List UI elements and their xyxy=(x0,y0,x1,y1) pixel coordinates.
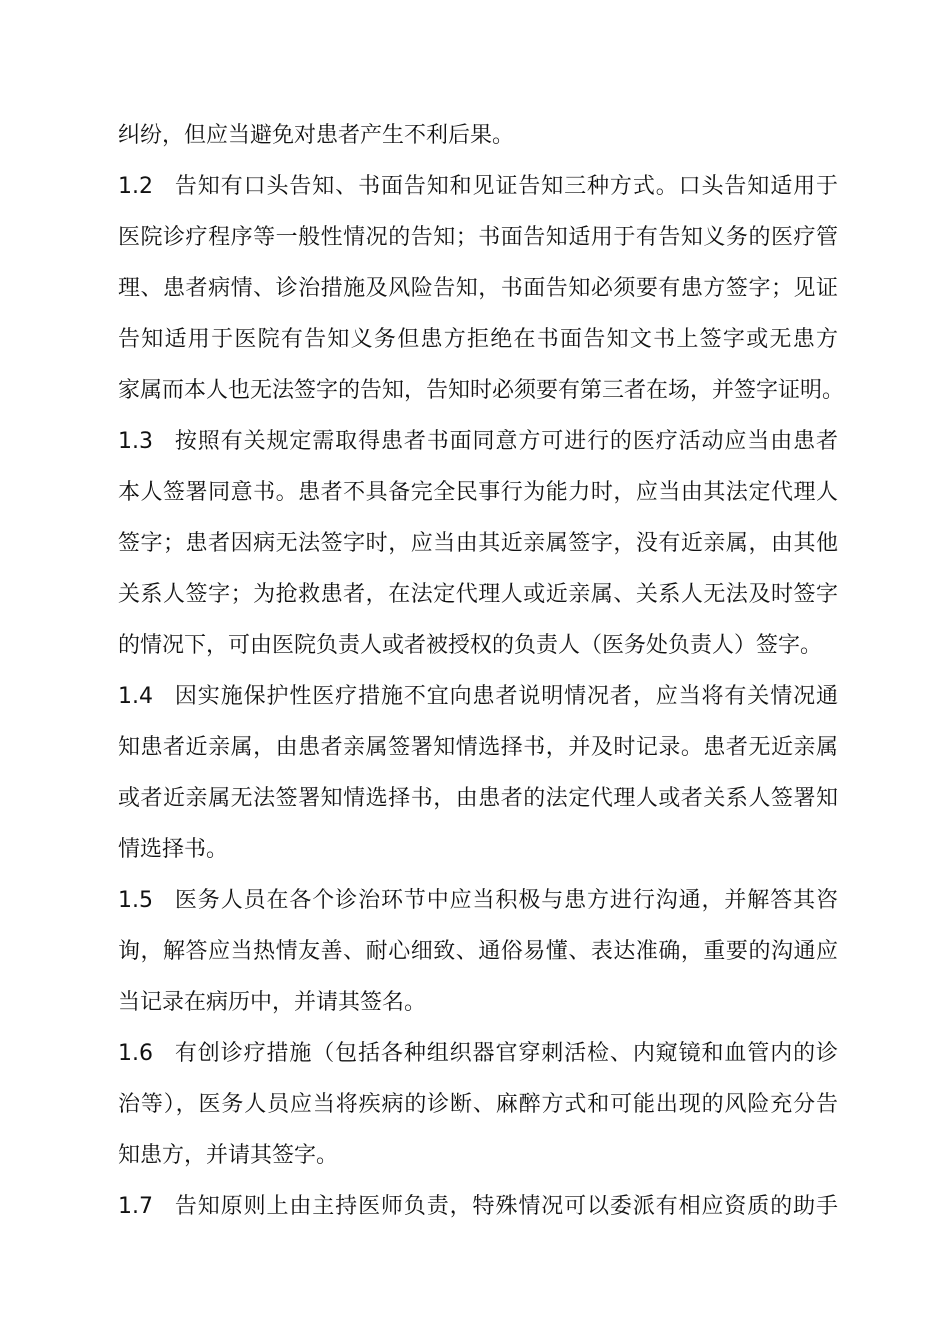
line-text: 理、患者病情、诊治措施及风险告知，书面告知必须要有患方签字；见证 xyxy=(118,276,838,301)
clause-number: 1.5 xyxy=(118,888,153,913)
text-line xyxy=(118,934,838,970)
text-line xyxy=(118,985,838,1021)
text-line xyxy=(118,271,838,307)
text-line xyxy=(118,424,838,460)
clause-number: 1.3 xyxy=(118,429,153,454)
text-line xyxy=(118,1138,838,1174)
line-text: 情选择书。 xyxy=(118,837,229,862)
line-text: 本人签署同意书。患者不具备完全民事行为能力时，应当由其法定代理人 xyxy=(118,480,838,505)
text-line xyxy=(118,628,838,664)
line-text: 知患方，并请其签字。 xyxy=(118,1143,339,1168)
line-text: 按照有关规定需取得患者书面同意方可进行的医疗活动应当由患者 xyxy=(174,429,838,454)
text-line xyxy=(118,526,838,562)
line-text: 因实施保护性医疗措施不宜向患者说明情况者，应当将有关情况通 xyxy=(174,684,838,709)
line-text: 签字；患者因病无法签字时，应当由其近亲属签字，没有近亲属，由其他 xyxy=(118,531,838,556)
line-text: 或者近亲属无法签署知情选择书，由患者的法定代理人或者关系人签署知 xyxy=(118,786,838,811)
line-text: 有创诊疗措施（包括各种组织器官穿刺活检、内窥镜和血管内的诊 xyxy=(174,1041,838,1066)
line-text: 医务人员在各个诊治环节中应当积极与患方进行沟通，并解答其咨 xyxy=(174,888,838,913)
line-text: 告知有口头告知、书面告知和见证告知三种方式。口头告知适用于 xyxy=(174,174,838,199)
text-line xyxy=(118,832,838,868)
text-line xyxy=(118,118,838,154)
line-text: 关系人签字；为抢救患者，在法定代理人或近亲属、关系人无法及时签字 xyxy=(118,582,838,607)
text-line xyxy=(118,577,838,613)
line-text: 告知适用于医院有告知义务但患方拒绝在书面告知文书上签字或无患方 xyxy=(118,327,838,352)
line-text: 医院诊疗程序等一般性情况的告知；书面告知适用于有告知义务的医疗管 xyxy=(118,225,838,250)
text-line xyxy=(118,1189,838,1225)
clause-number: 1.7 xyxy=(118,1194,153,1219)
clause-number: 1.4 xyxy=(118,684,153,709)
clause-number: 1.6 xyxy=(118,1041,153,1066)
text-line xyxy=(118,730,838,766)
clause-number: 1.2 xyxy=(118,174,153,199)
text-line xyxy=(118,169,838,205)
text-line xyxy=(118,883,838,919)
line-text: 询，解答应当热情友善、耐心细致、通俗易懂、表达准确，重要的沟通应 xyxy=(118,939,838,964)
text-line xyxy=(118,475,838,511)
line-text: 纠纷，但应当避免对患者产生不利后果。 xyxy=(118,123,515,148)
line-text: 的情况下，可由医院负责人或者被授权的负责人（医务处负责人）签字。 xyxy=(118,633,823,658)
line-text: 知患者近亲属，由患者亲属签署知情选择书，并及时记录。患者无近亲属 xyxy=(118,735,838,760)
text-line xyxy=(118,373,845,409)
text-line xyxy=(118,322,838,358)
text-line xyxy=(118,220,838,256)
line-text: 治等），医务人员应当将疾病的诊断、麻醉方式和可能出现的风险充分告 xyxy=(118,1092,838,1117)
text-line xyxy=(118,1036,838,1072)
text-line xyxy=(118,1087,838,1123)
text-line xyxy=(118,781,838,817)
line-text: 当记录在病历中，并请其签名。 xyxy=(118,990,427,1015)
text-line xyxy=(118,679,838,715)
line-text: 家属而本人也无法签字的告知，告知时必须要有第三者在场，并签字证明。 xyxy=(118,378,845,403)
line-text: 告知原则上由主持医师负责，特殊情况可以委派有相应资质的助手 xyxy=(174,1194,838,1219)
